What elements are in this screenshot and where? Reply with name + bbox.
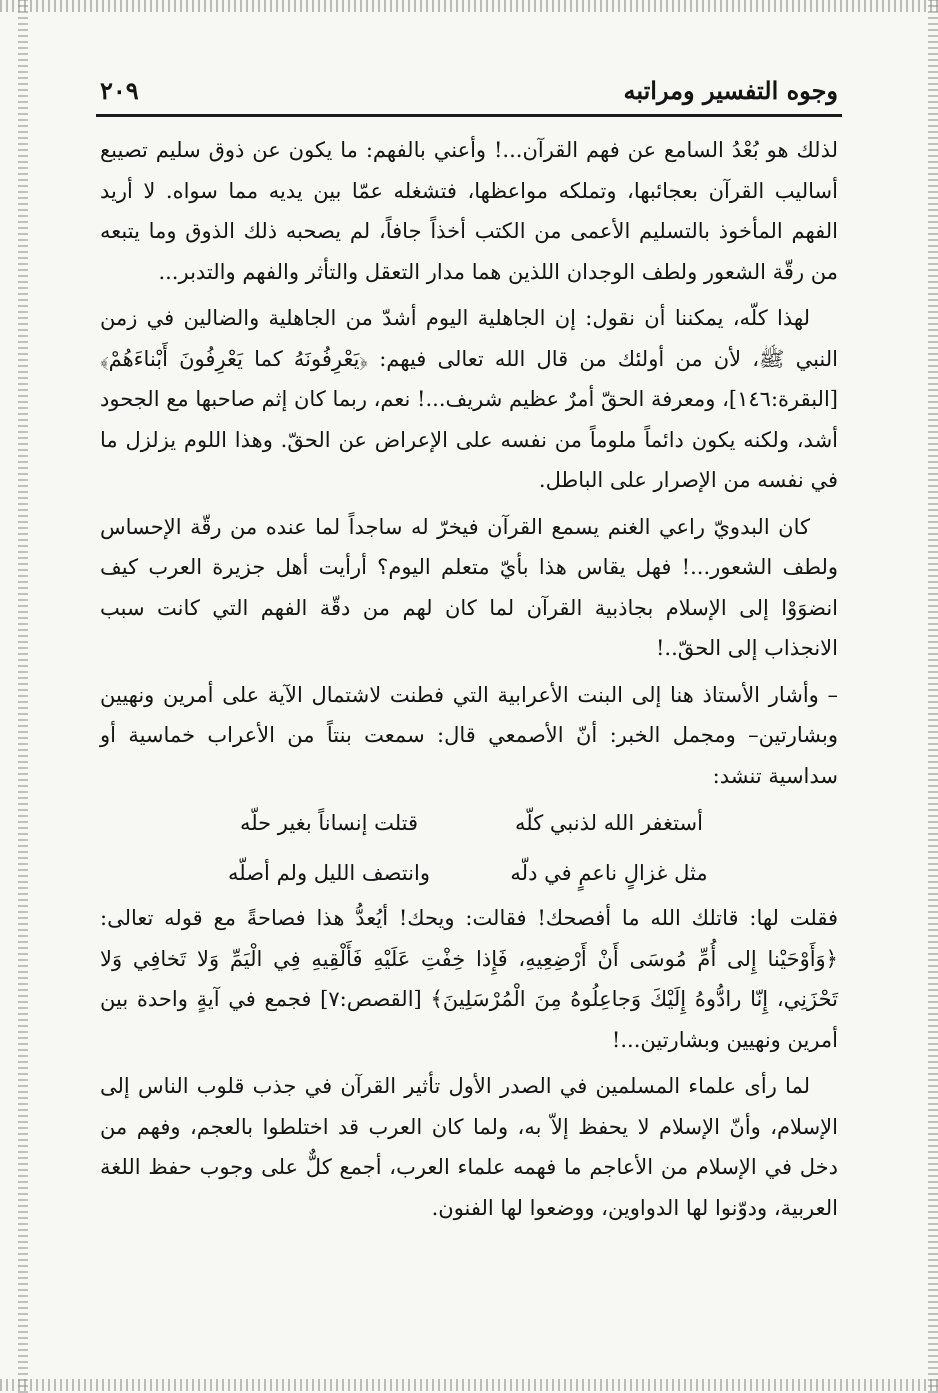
- decorative-border-right: [928, 0, 938, 1393]
- paragraph-1: لذلك هو بُعْدُ السامع عن فهم القرآن...! وأعني بالفهم: ما يكون عن ذوق سليم تصيبع أساليب القرآن بعجائبها، وتملكه مواعظها، فتشغله عمّا بين يديه مما سواه. لا أريد الفهم المأخوذ بالتسليم الأعمى من الكتب أخذاً جافاً، لم يصحبه ذلك الذوق وما يتبعه من رقّة الشعور ولطف الوجدان اللذين هما مدار التعقل والتأثر والفهم والتدبر...: [100, 138, 838, 284]
- paragraph-after-verse: فقلت لها: قاتلك الله ما أفصحك! فقالت: ويحك! أيُعدُّ هذا فصاحةً مع قوله تعالى: ﴿وَأَوْحَيْنا إِلى أُمِّ مُوسَى أَنْ أَرْضِعِيهِ، فَإِذا خِفْتِ عَلَيْهِ فَأَلْقِيهِ فِي الْيَمِّ وَلا تَخافِي وَلا تَحْزَنِي، إِنّا رادُّوهُ إِلَيْكَ وَجاعِلُوهُ مِنَ الْمُرْسَلِينَ﴾ [القصص:٧] فجمع في آيةٍ واحدة بين أمرين ونهيين وبشارتين...!: [100, 906, 838, 1052]
- final-paragraph: لما رأى علماء المسلمين في الصدر الأول تأثير القرآن في جذب قلوب الناس إلى الإسلام، وأنّ الإسلام لا يحفظ إلاّ به، ولما كان العرب قد اختلطوا بالعجم، وفهم من دخل في الإسلام من الأعاجم ما فهمه علماء العرب، أجمع كلٌّ على وجوب حفظ اللغة العربية، ودوّنوا لها الدواوين، ووضعوا لها الفنون.: [100, 1074, 838, 1220]
- page-header: [100, 68, 838, 112]
- page-number: ٢٠٩: [100, 75, 139, 105]
- verse-2-first-hemistich: مثل غزالٍ ناعمٍ في دلّه: [510, 861, 708, 885]
- decorative-border-bottom: [0, 1379, 938, 1391]
- page-body: [100, 130, 838, 1228]
- paragraph-3: كان البدويّ راعي الغنم يسمع القرآن فيخرّ له ساجداً لما عنده من رقّة الإحساس ولطف الشعور...! فهل يقاس هذا بأيّ متعلم اليوم؟ أرأيت أهل جزيرة العرب كيف انضوَوْا إلى الإسلام بجاذبية القرآن لما كان لهم من دقّة الفهم التي كانت سبب الانجذاب إلى الحقّ..!: [100, 514, 838, 660]
- verse-2-second-hemistich: وانتصف الليل ولم أصلّه: [228, 861, 430, 885]
- poem-verses: [189, 798, 749, 898]
- verse-1-first-hemistich: أستغفر الله لذنبي كلّه: [515, 811, 703, 835]
- decorative-border-top: [0, 0, 938, 12]
- decorative-border-left: [18, 0, 28, 1393]
- paragraph-4: – وأشار الأستاذ هنا إلى البنت الأعرابية التي فطنت لاشتمال الآية على أمرين ونهيين وبشارتين– ومجمل الخبر: أنّ الأصمعي قال: سمعت بنتاً من الأعراب خماسية أو سداسية تنشد:: [100, 682, 838, 788]
- paragraph-2: لهذا كلّه، يمكننا أن نقول: إن الجاهلية اليوم أشدّ من الجاهلية والضالين في زمن النبي ﷺ، لأن من أولئك من قال الله تعالى فيهم: ﴿يَعْرِفُونَهُ كما يَعْرِفُونَ أَبْناءَهُمْ﴾ [البقرة:١٤٦]، ومعرفة الحقّ أمرٌ عظيم شريف...! نعم، ربما كان إثم صاحبها مع الجحود أشد، ولكنه يكون دائماً ملوماً من نفسه على الإعراض عن الحقّ. وهذا اللوم يزلزل ما في نفسه من الإصرار على الباطل.: [100, 306, 838, 492]
- verse-1-second-hemistich: قتلت إنساناً بغير حلّه: [239, 811, 419, 835]
- header-rule: [96, 114, 842, 117]
- running-title: وجوه التفسير ومراتبه: [623, 75, 838, 105]
